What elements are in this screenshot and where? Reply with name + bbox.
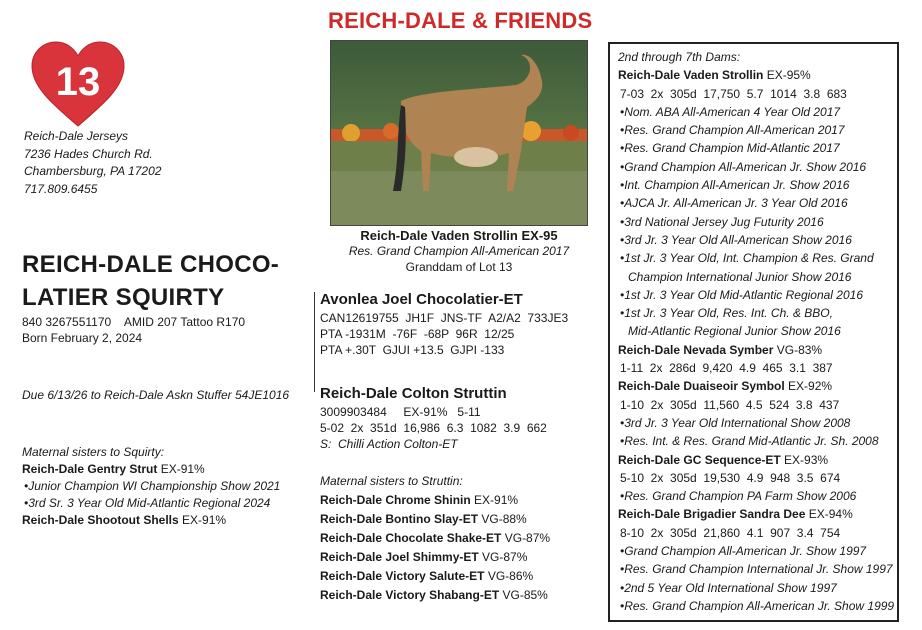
- dam-achievement: •1st Jr. 3 Year Old, Res. Int. Ch. & BBO,: [620, 306, 833, 321]
- sister-name: Reich-Dale Victory Salute-ET: [320, 569, 485, 583]
- sister-name: Reich-Dale Chocolate Shake-ET: [320, 531, 502, 545]
- dam-achievement-cont: Mid-Atlantic Regional Junior Show 2016: [628, 324, 841, 339]
- sisters-heading: Maternal sisters to Struttin:: [320, 474, 463, 488]
- dam-achievement: •3rd National Jersey Jug Futurity 2016: [620, 214, 824, 229]
- dam-achievement: •1st Jr. 3 Year Old Mid-Atlantic Regional 2016: [620, 287, 863, 302]
- dam-entry-name: [618, 341, 894, 359]
- dam-achievement: •AJCA Jr. All-American Jr. 3 Year Old 2016: [620, 196, 848, 211]
- cow-photo: [330, 40, 588, 226]
- dam-record: 1-11 2x 286d 9,420 4.9 465 3.1 387: [620, 361, 833, 376]
- dam-name: Reich-Dale GC Sequence-ET: [618, 452, 781, 467]
- dam-score: EX-92%: [784, 379, 833, 394]
- lot-name: [22, 248, 279, 314]
- sire-line2: PTA -1931M -76F -68P 96R 12/25: [320, 327, 515, 341]
- dam-achievement: •3rd Jr. 3 Year Old International Show 2008: [620, 415, 851, 430]
- sister-name: Reich-Dale Joel Shimmy-ET: [320, 550, 479, 564]
- dam-achievement: •Res. Grand Champion Mid-Atlantic 2017: [620, 141, 840, 156]
- dam-entry-name: [618, 66, 894, 84]
- sister-name: Reich-Dale Shootout Shells: [22, 513, 179, 527]
- dam-achievement: •Res. Grand Champion PA Farm Show 2006: [620, 489, 857, 504]
- dam-achievement: •Res. Int. & Res. Grand Mid-Atlantic Jr. Sh. 2008: [620, 434, 879, 449]
- sister-name: Reich-Dale Bontino Slay-ET: [320, 512, 479, 526]
- dam-name: Reich-Dale Vaden Strollin: [618, 68, 764, 83]
- dam-achievement: •3rd Jr. 3 Year Old All-American Show 2016: [620, 232, 852, 247]
- sire-name: Avonlea Joel Chocolatier-ET: [320, 291, 523, 308]
- list-item: [22, 461, 280, 478]
- sister-score: VG-87%: [478, 550, 528, 564]
- dams-heading: 2nd through 7th Dams:: [618, 50, 741, 64]
- sister-name: Reich-Dale Chrome Shinin: [320, 493, 471, 507]
- photo-caption-title: Reich-Dale Vaden Strollin EX-95: [360, 228, 558, 243]
- lot-name-line1: REICH-DALE CHOCO-: [22, 251, 280, 278]
- dams-lines: [618, 66, 894, 615]
- dam-achievement-cont: Champion International Junior Show 2016: [628, 269, 852, 284]
- dam-name: Reich-Dale Duaiseoir Symbol: [618, 379, 785, 394]
- dam-achievement: •Res. Grand Champion All-American 2017: [620, 123, 845, 138]
- farm-name: Reich-Dale Jerseys: [24, 129, 129, 143]
- list-item: [320, 491, 550, 510]
- lot-number-heart: [30, 40, 128, 130]
- sister-score: VG-88%: [478, 512, 527, 526]
- dams-list: [618, 48, 894, 615]
- dam-record: 5-10 2x 305d 19,530 4.9 948 3.5 674: [620, 470, 841, 485]
- contact-block: [24, 128, 161, 198]
- list-item: [320, 586, 550, 605]
- dam-achievement: •1st Jr. 3 Year Old, Int. Champion & Res. Grand: [620, 251, 874, 266]
- sisters-heading: Maternal sisters to Squirty:: [22, 445, 165, 459]
- dam-score: EX-94%: [805, 507, 853, 522]
- dam-achievement: •Nom. ABA All-American 4 Year Old 2017: [620, 104, 841, 119]
- dam-name: Reich-Dale Colton Struttin: [320, 385, 507, 402]
- dam-achievement: •Grand Champion All-American Jr. Show 1997: [620, 544, 867, 559]
- sister-name: Reich-Dale Victory Shabang-ET: [320, 588, 500, 602]
- photo-caption-rel: Granddam of Lot 13: [405, 260, 513, 274]
- list-item: [320, 529, 550, 548]
- lot-ids: [22, 314, 245, 346]
- maternal-sisters-squirty: [22, 444, 280, 529]
- phone: 717.809.6455: [24, 181, 98, 196]
- dam-entry-name: [618, 377, 894, 395]
- address: 7236 Hades Church Rd.: [24, 146, 153, 161]
- sire-block: [320, 290, 568, 358]
- sister-score: EX-91%: [157, 462, 205, 476]
- sister-name: Reich-Dale Gentry Strut: [22, 462, 158, 476]
- dam-record: 7-03 2x 305d 17,750 5.7 1014 3.8 683: [620, 86, 847, 101]
- birth-date: Born February 2, 2024: [22, 331, 143, 345]
- dam-score: EX-93%: [780, 452, 829, 467]
- dam-block: [320, 384, 547, 452]
- list-item: •3rd Sr. 3 Year Old Mid-Atlantic Regional 2024: [24, 496, 271, 510]
- sister-score: VG-86%: [484, 569, 534, 583]
- maternal-sisters-struttin: [320, 472, 550, 605]
- dam-achievement: •Res. Grand Champion All-American Jr. Show 1999: [620, 598, 895, 613]
- dam-achievement: •Grand Champion All-American Jr. Show 2016: [620, 159, 867, 174]
- sire-line3: PTA +.30T GJUI +13.5 GJPI -133: [320, 343, 505, 357]
- dam-name: Reich-Dale Brigadier Sandra Dee: [618, 507, 806, 522]
- list-item: [320, 548, 550, 567]
- page-header: REICH-DALE & FRIENDS: [328, 8, 593, 33]
- list-item: [22, 512, 280, 529]
- dam-line2: 5-02 2x 351d 16,986 6.3 1082 3.9 662: [320, 421, 547, 435]
- cow-image: [331, 41, 587, 225]
- dam-line1: 3009903484 EX-91% 5-11: [320, 405, 481, 419]
- pedigree-line: [314, 292, 315, 392]
- sister-score: EX-91%: [470, 493, 519, 507]
- sister-score: VG-87%: [501, 531, 551, 545]
- photo-caption: [330, 228, 588, 275]
- city: Chambersburg, PA 17202: [24, 164, 162, 178]
- dam-name: Reich-Dale Nevada Symber: [618, 342, 774, 357]
- due-date: Due 6/13/26 to Reich-Dale Askn Stuffer 54JE1016: [22, 388, 290, 402]
- list-item: •Junior Champion WI Championship Show 2021: [24, 479, 281, 493]
- dam-achievement: •Int. Champion All-American Jr. Show 2016: [620, 178, 850, 193]
- sister-score: EX-91%: [178, 513, 227, 527]
- dam-line3: S: Chilli Action Colton-ET: [320, 437, 458, 451]
- photo-caption-sub: Res. Grand Champion All-American 2017: [348, 244, 570, 258]
- dam-score: EX-95%: [763, 68, 811, 83]
- lot-name-line2: LATIER SQUIRTY: [22, 284, 225, 311]
- lot-id-line: 840 3267551170 AMID 207 Tattoo R170: [22, 315, 246, 329]
- dam-record: 1-10 2x 305d 11,560 4.5 524 3.8 437: [620, 397, 840, 412]
- dam-achievement: •2nd 5 Year Old International Show 1997: [620, 580, 837, 595]
- sister-score: VG-85%: [499, 588, 548, 602]
- dam-score: VG-83%: [773, 342, 823, 357]
- dam-record: 8-10 2x 305d 21,860 4.1 907 3.4 754: [620, 525, 841, 540]
- sire-line1: CAN12619755 JH1F JNS-TF A2/A2 733JE3: [320, 311, 569, 325]
- list-item: [320, 510, 550, 529]
- dam-entry-name: [618, 505, 894, 523]
- dam-entry-name: [618, 451, 894, 469]
- list-item: [320, 567, 550, 586]
- lot-number: 13: [55, 60, 101, 104]
- dam-achievement: •Res. Grand Champion International Jr. Show 1997: [620, 562, 893, 577]
